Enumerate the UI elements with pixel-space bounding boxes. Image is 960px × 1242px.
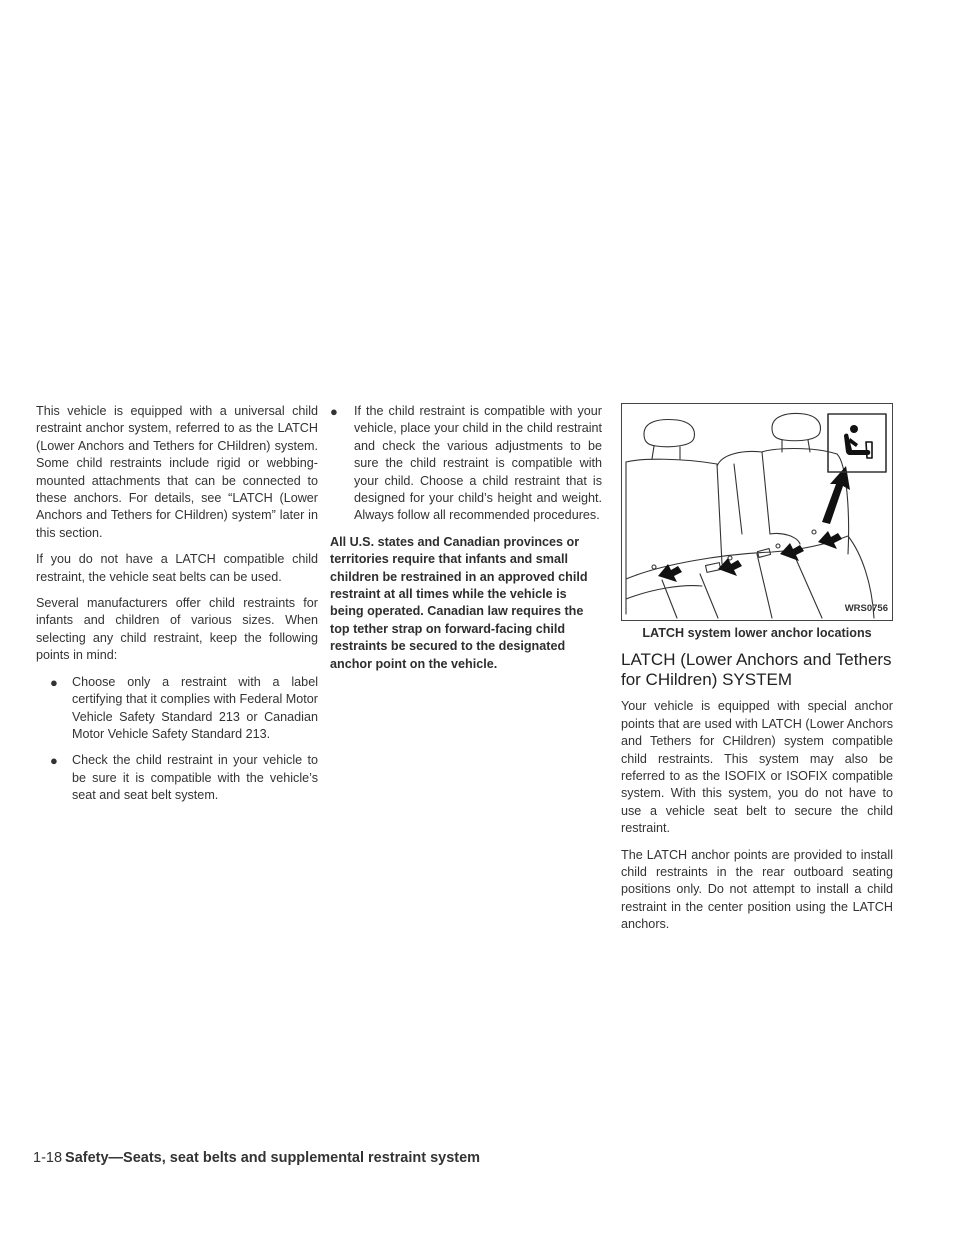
bullet-icon: ●	[50, 753, 58, 769]
section-heading: LATCH (Lower Anchors and Tethers for CHildren) SYSTEM	[621, 650, 892, 690]
selection-points-list	[36, 674, 318, 805]
list-item-text: If the child restraint is compatible with your vehicle, place your child in the child restraint and check the various adjustments to be sure the child restraint is compatible with your child. Choose a child restraint that is designed for your child’s height and weight. Always follow all recommended procedures.	[354, 404, 602, 523]
rear-seat-illustration	[622, 404, 892, 620]
figure-code: WRS0756	[844, 602, 888, 614]
column-left	[36, 403, 318, 814]
list-item	[330, 403, 602, 525]
child-seat-anchor-icon	[844, 425, 872, 458]
section-title: Safety—Seats, seat belts and supplemental restraint system	[65, 1150, 481, 1166]
page-footer	[33, 1150, 480, 1166]
intro-paragraph: This vehicle is equipped with a universal child restraint anchor system, referred to as the LATCH (Lower Anchors and Tethers for CHildren) system. Some child restraints include rigid or webbing-mounted attachments that can be connected to these anchors. For details, see “LATCH (Lower Anchors and Tethers for CHildren) system” later in this section.	[36, 404, 318, 540]
manufacturers-paragraph: Several manufacturers offer child restraints for infants and children of various sizes. When selecting any child restraint, keep the following points in mind:	[36, 596, 318, 663]
legal-requirement-warning: All U.S. states and Canadian provinces or territories require that infants and small children be restrained in an approved child restraint at all times while the vehicle is being operated. Canadian law requires the top tether strap on forward-facing child restraints be secured to the designated anchor point on the vehicle.	[330, 534, 588, 671]
page-number: 1-18	[33, 1150, 63, 1166]
column-middle	[330, 403, 602, 682]
bullet-icon: ●	[50, 674, 58, 690]
column-right	[621, 403, 893, 943]
bullet-icon: ●	[330, 404, 338, 419]
figure-caption: LATCH system lower anchor locations	[642, 626, 872, 640]
selection-points-list-continued	[330, 403, 602, 525]
list-item-text: Choose only a restraint with a label certifying that it complies with Federal Motor Vehicle Safety Standard 213 or Canadian Motor Vehicle Safety Standard 213.	[72, 674, 318, 741]
latch-description-paragraph: Your vehicle is equipped with special anchor points that are used with LATCH (Lower Anchors and Tethers for CHildren) system compatible child restraints. This system may also be referred to as the ISOFIX or ISOFIX compatible system. With this system, you do not have to use a vehicle seat belt to secure the child restraint.	[621, 699, 893, 836]
list-item	[36, 674, 318, 744]
latch-anchor-figure	[621, 403, 893, 621]
list-item	[36, 752, 318, 804]
seat-belt-paragraph: If you do not have a LATCH compatible child restraint, the vehicle seat belts can be used.	[36, 552, 318, 584]
list-item-text: Check the child restraint in your vehicle to be sure it is compatible with the vehicle’s seat and seat belt system.	[72, 753, 318, 803]
latch-positions-paragraph: The LATCH anchor points are provided to install child restraints in the rear outboard seating positions only. Do not attempt to install a child restraint in the center position using the LATCH anchors.	[621, 847, 893, 932]
